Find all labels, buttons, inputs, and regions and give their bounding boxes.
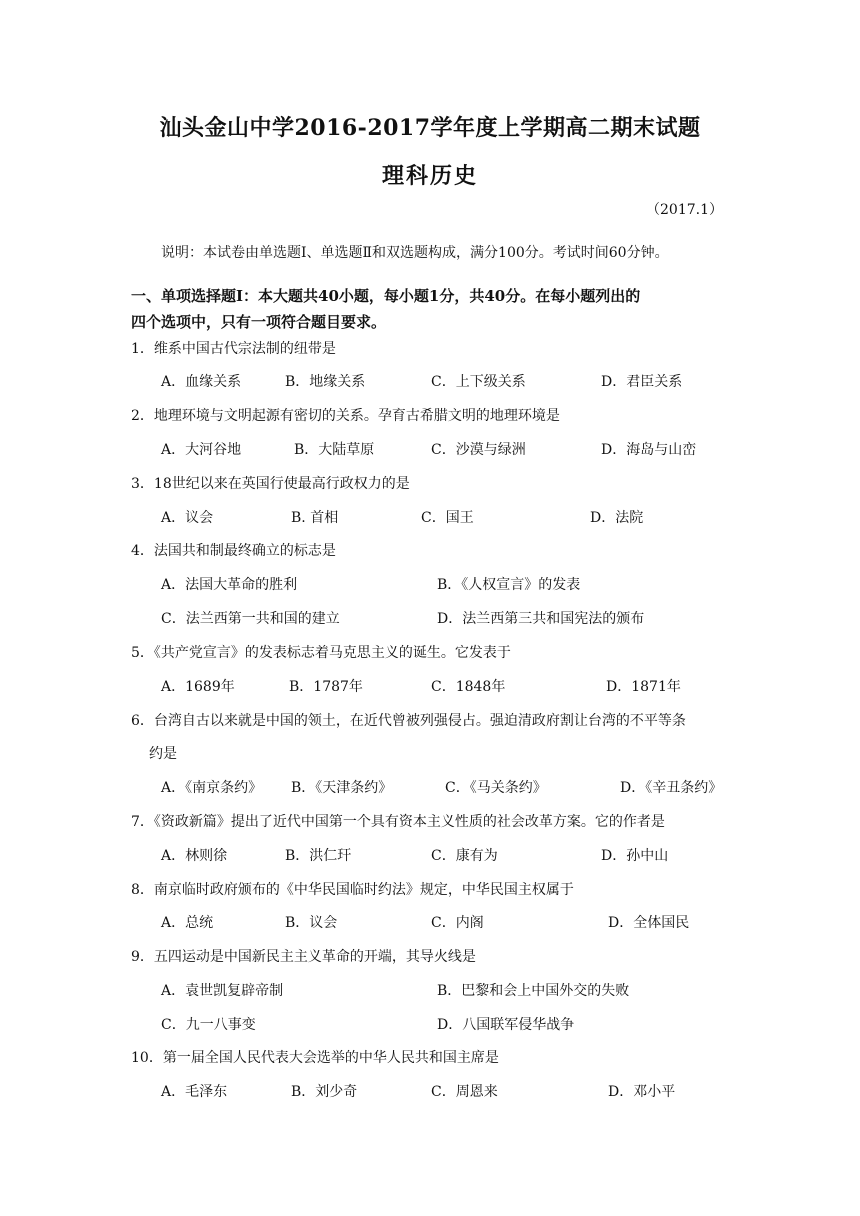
question-stem: 2．地理环境与文明起源有密切的关系。孕育古希腊文明的地理环境是 <box>131 408 560 424</box>
option-b: B．刘少奇 <box>291 1084 358 1100</box>
section-heading-line2: 四个选项中，只有一项符合题目要求。 <box>131 313 387 331</box>
question-stem: 3．18世纪以来在英国行使最高行政权力的是 <box>131 476 410 492</box>
option-a: A．大河谷地 <box>161 442 242 458</box>
question-stem: 5．《共产党宣言》的发表标志着马克思主义的诞生。它发表于 <box>131 645 511 661</box>
exam-subtitle: 理科历史 <box>381 163 478 189</box>
option-d: D．法兰西第三共和国宪法的颁布 <box>437 611 645 627</box>
option-b: B．巴黎和会上中国外交的失败 <box>437 983 630 999</box>
option-d: D．全体国民 <box>608 915 690 931</box>
option-b: B．《人权宣言》的发表 <box>437 577 581 593</box>
option-d: D．1871年 <box>606 679 681 695</box>
option-c: C．内阁 <box>431 915 484 931</box>
option-a: A．袁世凯复辟帝制 <box>161 983 284 999</box>
option-a: A．《南京条约》 <box>161 780 263 796</box>
option-c: C．1848年 <box>431 679 506 695</box>
option-c: C．周恩来 <box>431 1084 498 1100</box>
option-d: D．君臣关系 <box>601 374 683 390</box>
option-a: A．毛泽东 <box>161 1084 228 1100</box>
question-stem-continued: 约是 <box>149 746 177 762</box>
option-b: B．大陆草原 <box>294 442 375 458</box>
option-d: D．八国联军侵华战争 <box>437 1017 575 1033</box>
question-stem: 10．第一届全国人民代表大会选举的中华人民共和国主席是 <box>131 1050 499 1066</box>
option-a: A．1689年 <box>161 679 235 695</box>
option-a: A．总统 <box>161 915 214 931</box>
section-heading-line1: 一、单项选择题Ⅰ：本大题共40小题，每小题1分，共40分。在每小题列出的 <box>131 287 641 305</box>
option-a: A．议会 <box>161 510 214 526</box>
option-b: B．1787年 <box>289 679 363 695</box>
option-c: C．国王 <box>421 510 474 526</box>
option-b: B. 首相 <box>291 510 339 526</box>
option-a: A．法国大革命的胜利 <box>161 577 298 593</box>
option-d: D．邓小平 <box>608 1084 676 1100</box>
option-c: C．康有为 <box>431 848 498 864</box>
option-c: C．上下级关系 <box>431 374 526 390</box>
option-c: C．沙漠与绿洲 <box>431 442 526 458</box>
exam-title: 汕头金山中学2016-2017学年度上学期高二期末试题 <box>159 115 701 141</box>
option-d: D．《辛丑条约》 <box>620 780 723 796</box>
option-d: D．法院 <box>590 510 644 526</box>
option-c: C．《马关条约》 <box>445 780 547 796</box>
question-stem: 9．五四运动是中国新民主主义革命的开端，其导火线是 <box>131 949 476 965</box>
exam-date: （2017.1） <box>646 202 723 218</box>
option-b: B．洪仁玕 <box>285 848 352 864</box>
option-a: A．血缘关系 <box>161 374 242 390</box>
question-stem: 1．维系中国古代宗法制的纽带是 <box>131 341 336 357</box>
option-b: B．议会 <box>285 915 338 931</box>
question-stem: 7．《资政新篇》提出了近代中国第一个具有资本主义性质的社会改革方案。它的作者是 <box>131 814 665 830</box>
option-b: B．地缘关系 <box>285 374 366 390</box>
option-c: C．九一八事变 <box>161 1017 256 1033</box>
option-c: C．法兰西第一共和国的建立 <box>161 611 340 627</box>
option-d: D．海岛与山峦 <box>601 442 697 458</box>
question-stem: 6．台湾自古以来就是中国的领土，在近代曾被列强侵占。强迫清政府割让台湾的不平等条 <box>131 713 686 729</box>
exam-instructions: 说明：本试卷由单选题Ⅰ、单选题Ⅱ和双选题构成，满分100分。考试时间60分钟。 <box>161 245 669 261</box>
option-d: D．孙中山 <box>601 848 669 864</box>
option-a: A．林则徐 <box>161 848 228 864</box>
option-b: B．《天津条约》 <box>291 780 393 796</box>
question-stem: 4．法国共和制最终确立的标志是 <box>131 543 336 559</box>
question-stem: 8．南京临时政府颁布的《中华民国临时约法》规定，中华民国主权属于 <box>131 882 574 898</box>
